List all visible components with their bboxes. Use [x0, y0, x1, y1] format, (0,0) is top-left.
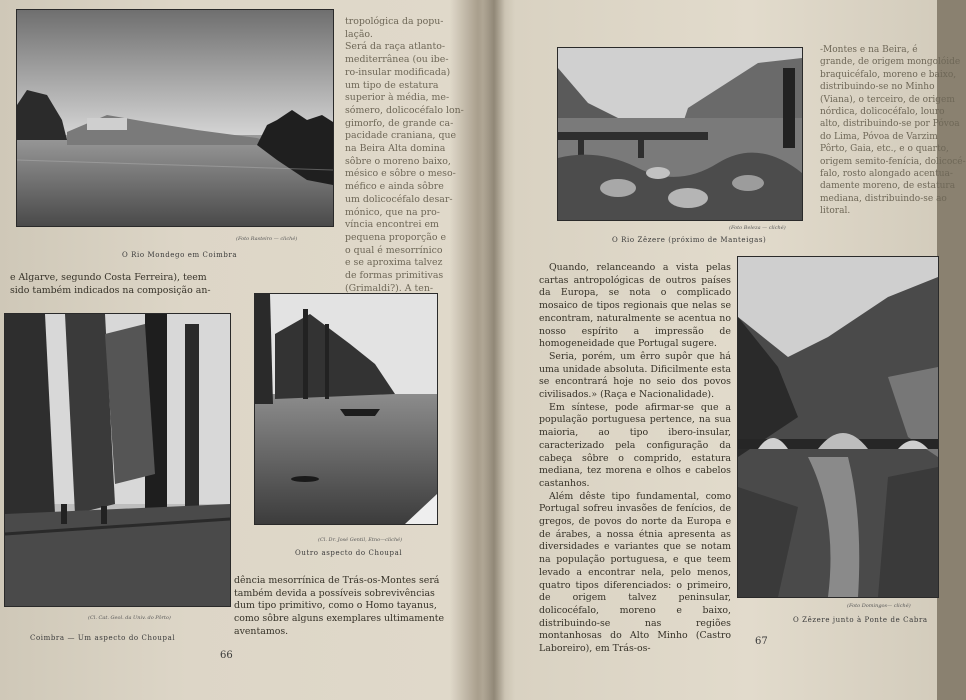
photo-choupal-river: [254, 293, 438, 525]
text-line: sôbre o moreno baixo,: [345, 155, 451, 167]
photo-rio-zezere: [557, 47, 803, 221]
text-continuation: [10, 272, 242, 297]
paragraph: Além dêste tipo fundamental, como Portugal sofreu invasões de fenícios, de gregos, de povos do norte da Europa e de árabes, a nossa étnia apresenta as diversidades e variantes que se notam na população portuguesa, e que teem levado a encontrar nela, pelo menos, quatro tipos diferenciados: o primeiro, de origem talvez peninsular, dolicocéfalo, moreno e baixo, distribuindo-se nas regiões montanhosas do Alto Minho (Castro Laboreiro), em Trás-os-: [539, 490, 731, 655]
text-line: sido também indicados na composição an-: [10, 284, 211, 296]
text-line: (Viana), o terceiro, de origem: [820, 94, 955, 105]
photo-credit: (Foto Rasteiro — cliché): [236, 236, 298, 242]
text-line: também devida a possíveis sobrevivências: [234, 587, 435, 599]
text-main: [539, 262, 731, 656]
paragraph: Quando, relanceando a vista pelas cartas antropológicas de outros países da Europa, se nota o complicado mosaico de tipos regionais que nelas se encontram, naturalmente se acentua no nosso espírito a impressão de homogeneidade que Portugal sugere.: [539, 262, 731, 350]
text-line: dência mesorrínica de Trás-os-Montes será: [234, 575, 440, 586]
text-line: víncia encontrei em: [345, 219, 439, 231]
photo-caption: Coimbra — Um aspecto do Choupal: [30, 634, 176, 642]
text-line: nórdica, dolicocéfalo, louro: [820, 107, 945, 118]
text-line: e Algarve, segundo Costa Ferreira), teem: [10, 272, 207, 283]
photo-credit: (Foto Beleza — cliché): [729, 225, 786, 231]
photo-choupal-trees: [4, 313, 231, 607]
text-bottom: [234, 575, 445, 639]
text-column: [345, 16, 464, 295]
text-line: pequena proporção e: [345, 231, 447, 243]
text-line: (Grimaldi?). A ten-: [345, 282, 434, 294]
text-line: tropológica da popu-: [345, 16, 444, 27]
text-line: e se aproxima talvez: [345, 257, 443, 269]
text-line: litoral.: [820, 206, 851, 217]
text-line: na Beira Alta domina: [345, 143, 446, 155]
text-line: alto, distribuindo-se por Póvoa: [820, 119, 960, 130]
text-line: mónico, que na pro-: [345, 206, 440, 218]
text-line: distribuindo-se no Minho: [820, 82, 935, 93]
paragraph: Em síntese, pode afirmar-se que a população portuguesa pertence, na sua maioria, ao tipo ibero-insular, caracterizado pela configuração da cabeça sôbre o comprido, estatura mediana, tez morena e olhos e cabelos castanhos.: [539, 401, 731, 489]
photo-zezere-bridge: [737, 256, 939, 598]
text-line: gimorfo, de grande ca-: [345, 117, 454, 129]
text-line: lação.: [345, 28, 373, 40]
page-number: 67: [755, 636, 768, 647]
text-line: -Montes e na Beira, é: [820, 45, 918, 55]
text-line: dum tipo primitivo, como o Homo tayanus,: [234, 600, 437, 612]
photo-caption: O Rio Zêzere (próximo de Manteigas): [612, 236, 767, 244]
text-line: falo, rosto alongado acentua-: [820, 169, 953, 180]
text-line: origem semito-fenícia, dolicocé-: [820, 156, 966, 167]
text-line: grande, de origem mongolóide: [820, 57, 961, 68]
text-line: mésico e sôbre o meso-: [345, 168, 456, 180]
text-line: de formas primitivas: [345, 270, 444, 282]
page-number: 66: [220, 650, 233, 661]
text-line: superior à média, me-: [345, 92, 450, 104]
text-line: mediterrânea (ou ibe-: [345, 54, 449, 66]
photo-credit: (Foto Domingos— cliché): [847, 603, 911, 609]
text-line: damente moreno, de estatura: [820, 181, 956, 192]
photo-credit: (Cl. Dr. José Gentil, Etno—cliché): [318, 537, 403, 543]
text-line: braquicéfalo, moreno e baixo,: [820, 69, 957, 80]
photo-caption: O Rio Mondego em Coimbra: [122, 251, 238, 259]
text-line: pacidade craniana, que: [345, 130, 457, 142]
text-column: [820, 44, 966, 218]
text-line: méfico e ainda sôbre: [345, 181, 444, 193]
text-line: ro-insular modificada): [345, 66, 451, 78]
photo-caption: Outro aspecto do Choupal: [295, 549, 403, 557]
text-line: sómero, dolicocéfalo lon-: [345, 104, 464, 116]
photo-rio-mondego: [16, 9, 334, 227]
text-line: aventamos.: [234, 625, 289, 637]
right-page: [497, 0, 966, 700]
text-line: um dolicocéfalo desar-: [345, 193, 453, 205]
photo-credit: (Cl. Cat. Geol. da Univ. do Pôrto): [88, 615, 171, 621]
text-line: um tipo de estatura: [345, 79, 439, 91]
text-line: o qual é mesorrínico: [345, 244, 443, 256]
text-line: do Lima, Póvoa de Varzim: [820, 131, 938, 142]
photo-caption: O Zêzere junto à Ponte de Cabra: [793, 616, 928, 624]
paragraph: Seria, porém, um êrro supôr que há uma unidade absoluta. Dificilmente esta se encontrará hoje no seio dos povos civilisados.» (Raça e Nacionalidade).: [539, 350, 731, 401]
text-line: mediana, distribuindo-se ao: [820, 193, 947, 204]
text-line: como sôbre alguns exemplares ultimamente: [234, 613, 445, 625]
text-line: Será da raça atlanto-: [345, 41, 446, 53]
text-line: Pôrto, Gaia, etc., e o quarto,: [820, 144, 949, 155]
